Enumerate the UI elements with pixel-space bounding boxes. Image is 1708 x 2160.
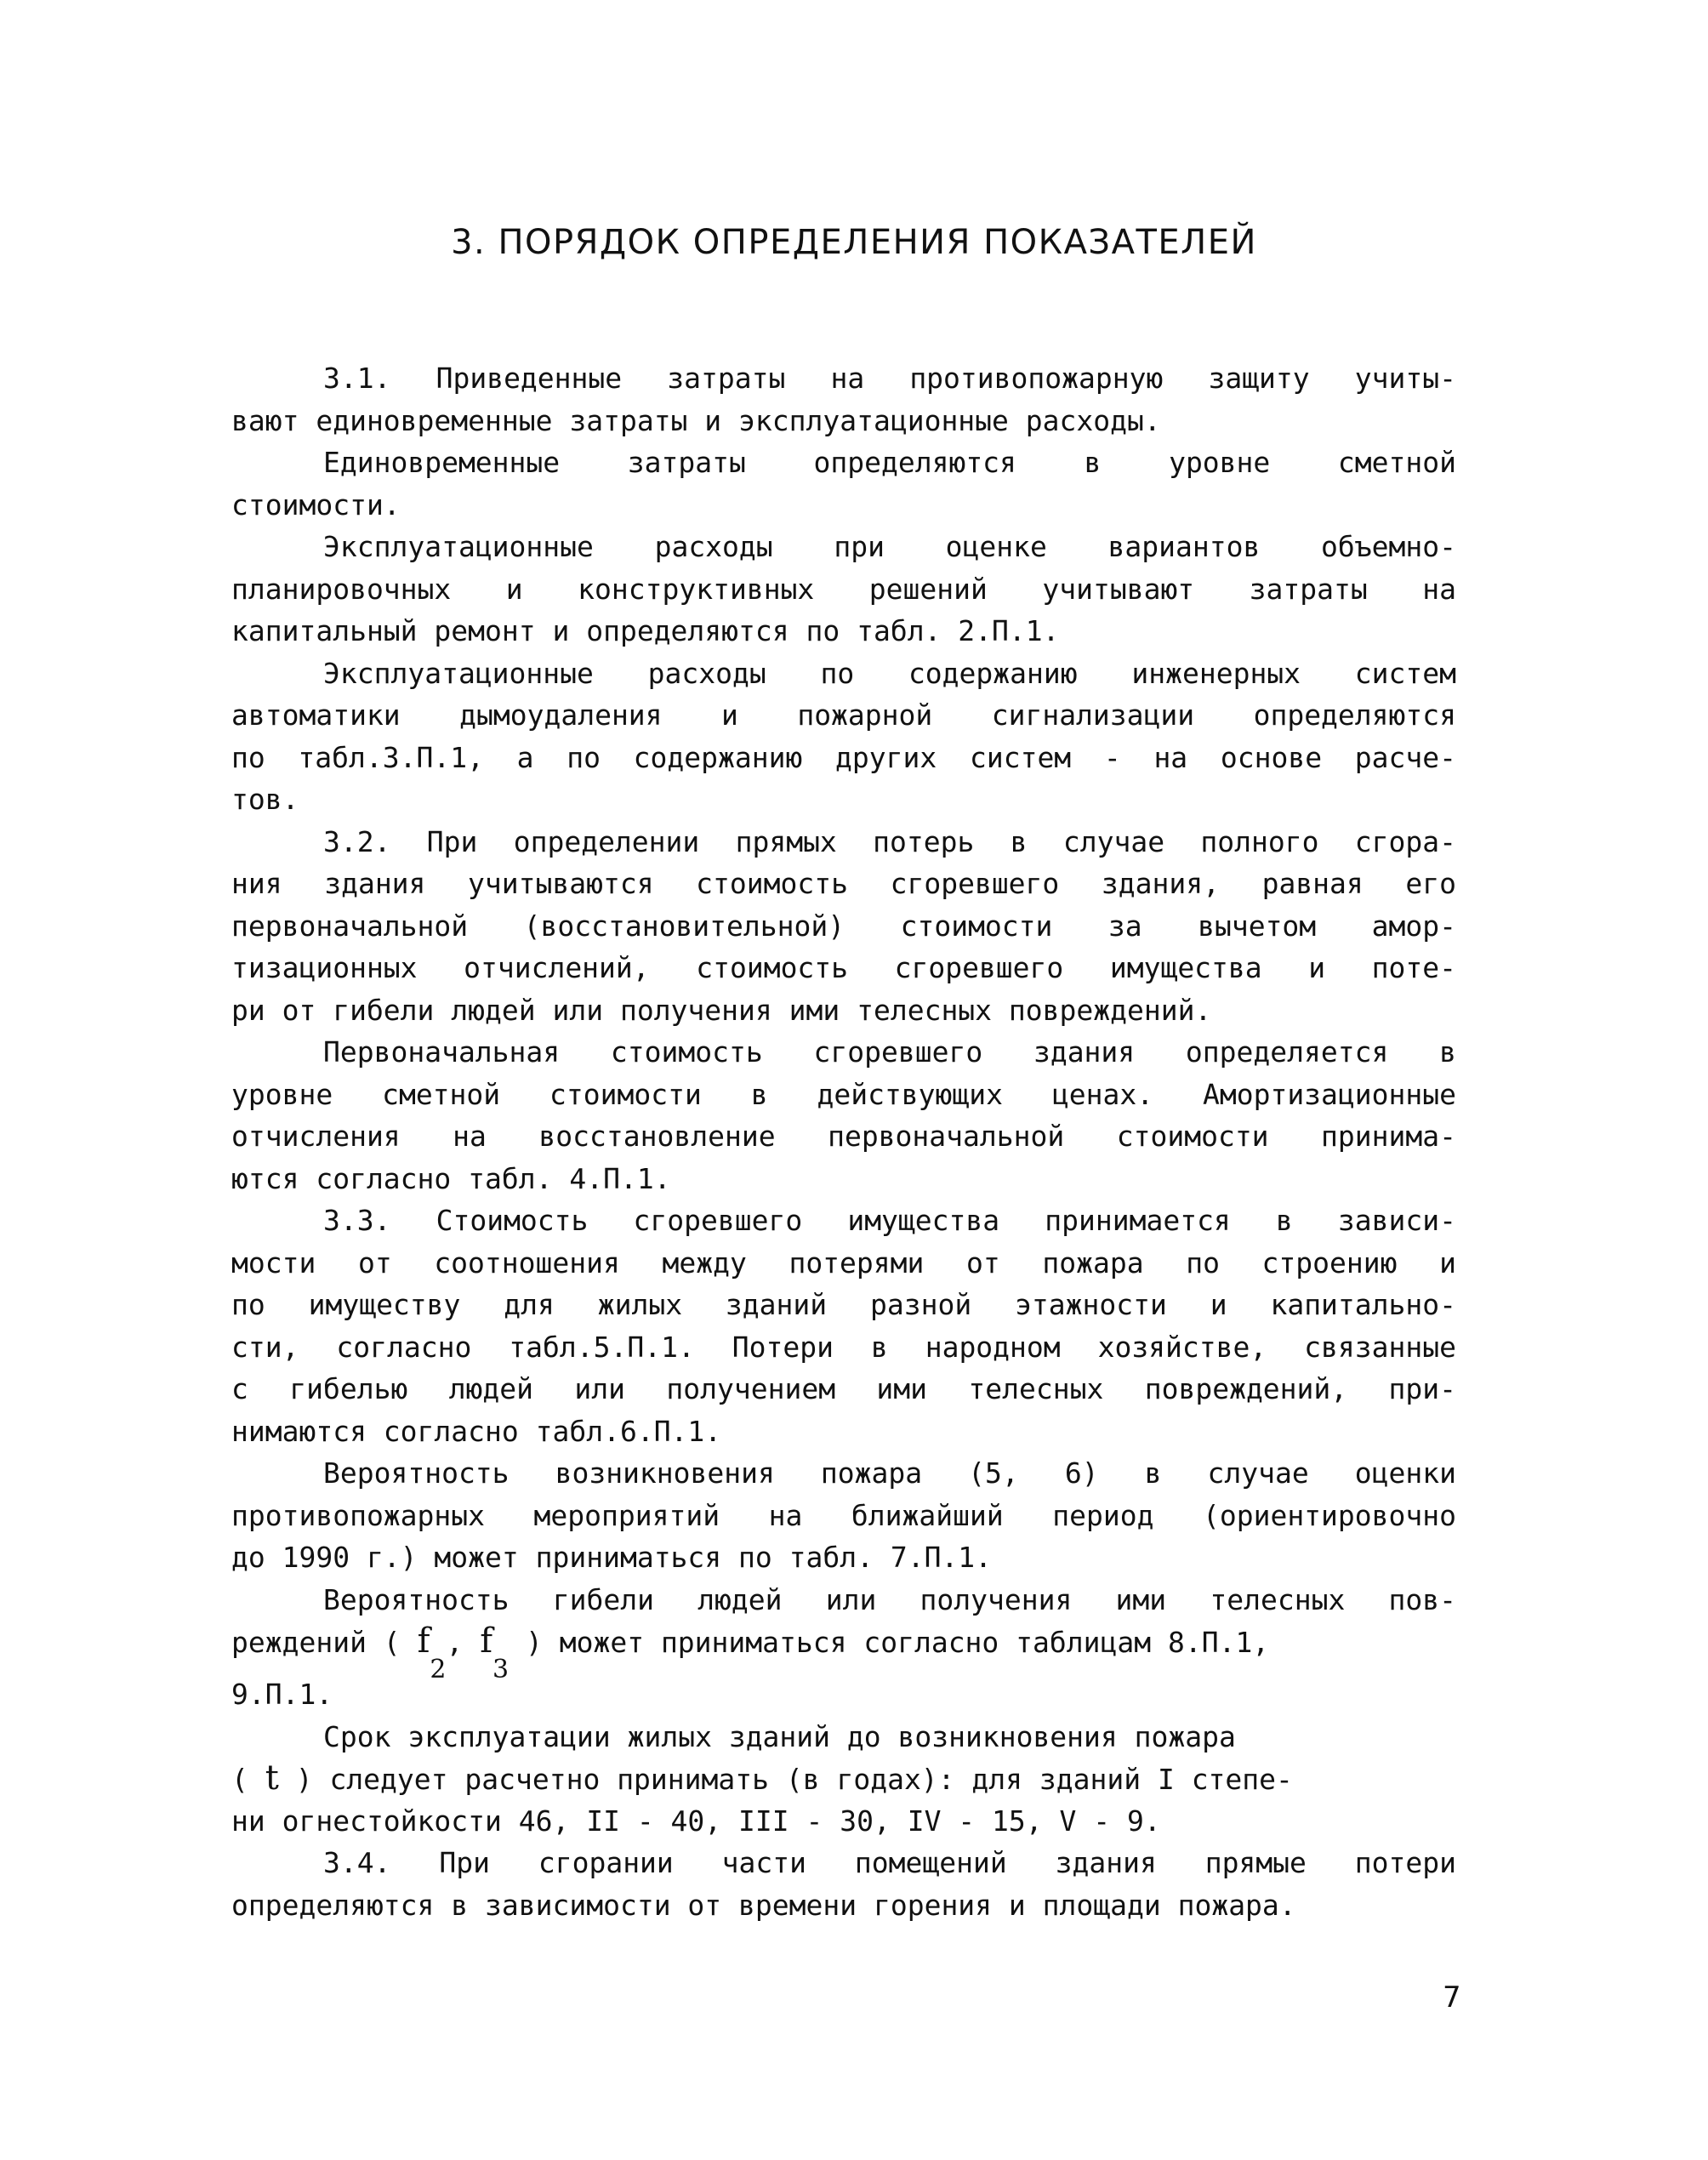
text-line: по имуществу для жилых зданий разной этажности и капитально- bbox=[231, 1288, 1456, 1321]
text-line: автоматики дымоудаления и пожарной сигнализации определяются bbox=[231, 698, 1456, 732]
text-line: ния здания учитываются стоимость сгоревшего здания, равная его bbox=[231, 867, 1456, 900]
body-text bbox=[231, 357, 1456, 1926]
text-line: до 1990 г.) может приниматься по табл. 7.П.1. bbox=[231, 1541, 993, 1574]
text-line: противопожарных мероприятий на ближайший период (ориентировочно bbox=[231, 1498, 1456, 1532]
text-line: уровне сметной стоимости в действующих ценах. Амортизационные bbox=[231, 1077, 1456, 1111]
text-line: ри от гибели людей или получения ими телесных повреждений. bbox=[231, 993, 1212, 1027]
text-line: Эксплуатационные расходы при оценке вариантов объемно- bbox=[323, 530, 1456, 563]
text-line: тов. bbox=[231, 783, 299, 816]
symbol-t: t bbox=[265, 1758, 279, 1798]
text-line: Вероятность гибели людей или получения ими телесных пов- bbox=[323, 1582, 1456, 1616]
text-line: по табл.3.П.1, а по содержанию других систем - на основе расче- bbox=[231, 740, 1456, 774]
text-line: 3.2. При определении прямых потерь в случае полного сгора- bbox=[323, 824, 1456, 858]
text-line: мости от соотношения между потерями от пожара по строению и bbox=[231, 1245, 1456, 1279]
subscript: 3 bbox=[492, 1655, 510, 1684]
text-line: планировочных и конструктивных решений учитывают затраты на bbox=[231, 572, 1456, 606]
text-line: Первоначальная стоимость сгоревшего здания определяется в bbox=[323, 1035, 1456, 1069]
text-line: с гибелью людей или получением ими телесных повреждений, при- bbox=[231, 1372, 1456, 1405]
text-fragment: реждений ( bbox=[231, 1626, 401, 1659]
symbol-letter: f bbox=[417, 1621, 430, 1661]
text-line: тизационных отчислений, стоимость сгоревшего имущества и поте- bbox=[231, 951, 1456, 984]
section-title: 3. ПОРЯДОК ОПРЕДЕЛЕНИЯ ПОКАЗАТЕЛЕЙ bbox=[451, 223, 1257, 262]
text-line: 3.4. При сгорании части помещений здания прямые потери bbox=[323, 1846, 1456, 1879]
text-line: вают единовременные затраты и эксплуатационные расходы. bbox=[231, 403, 1161, 437]
formula-line bbox=[231, 1621, 1456, 1684]
text-fragment: , bbox=[446, 1626, 464, 1659]
text-line: нимаются согласно табл.6.П.1. bbox=[231, 1414, 722, 1448]
text-line: ются согласно табл. 4.П.1. bbox=[231, 1161, 671, 1195]
text-line: 9.П.1. bbox=[231, 1678, 333, 1711]
text-line: Эксплуатационные расходы по содержанию инженерных систем bbox=[323, 656, 1456, 690]
text-fragment: ( bbox=[231, 1763, 248, 1796]
symbol-f3 bbox=[480, 1621, 510, 1684]
text-line: Срок эксплуатации жилых зданий до возникновения пожара bbox=[323, 1719, 1236, 1753]
text-line: 3.3. Стоимость сгоревшего имущества принимается в зависи- bbox=[323, 1204, 1456, 1237]
symbol-letter: f bbox=[480, 1621, 493, 1661]
formula-line bbox=[231, 1758, 1456, 1800]
text-line: отчисления на восстановление первоначальной стоимости принима- bbox=[231, 1120, 1456, 1153]
text-line: первоначальной (восстановительной) стоимости за вычетом амор- bbox=[231, 909, 1456, 943]
text-line: 3.1. Приведенные затраты на противопожарную защиту учиты- bbox=[323, 362, 1456, 395]
text-line: определяются в зависимости от времени горения и площади пожара. bbox=[231, 1888, 1296, 1922]
text-line: стоимости. bbox=[231, 487, 401, 521]
text-line: Единовременные затраты определяются в уровне сметной bbox=[323, 446, 1456, 479]
text-line: Вероятность возникновения пожара (5, 6) в случае оценки bbox=[323, 1456, 1456, 1490]
text-line: сти, согласно табл.5.П.1. Потери в народном хозяйстве, связанные bbox=[231, 1330, 1456, 1364]
text-fragment: ) может приниматься согласно таблицам 8.П.1, bbox=[526, 1626, 1270, 1659]
page-number: 7 bbox=[1443, 1980, 1461, 2015]
subscript: 2 bbox=[430, 1655, 447, 1684]
text-line: капитальный ремонт и определяются по табл. 2.П.1. bbox=[231, 614, 1060, 647]
text-fragment: ) следует расчетно принимать (в годах): для зданий I степе- bbox=[295, 1763, 1293, 1796]
text-line: ни огнестойкости 46, II - 40, III - 30, IV - 15, V - 9. bbox=[231, 1804, 1161, 1838]
symbol-f2 bbox=[417, 1621, 447, 1684]
